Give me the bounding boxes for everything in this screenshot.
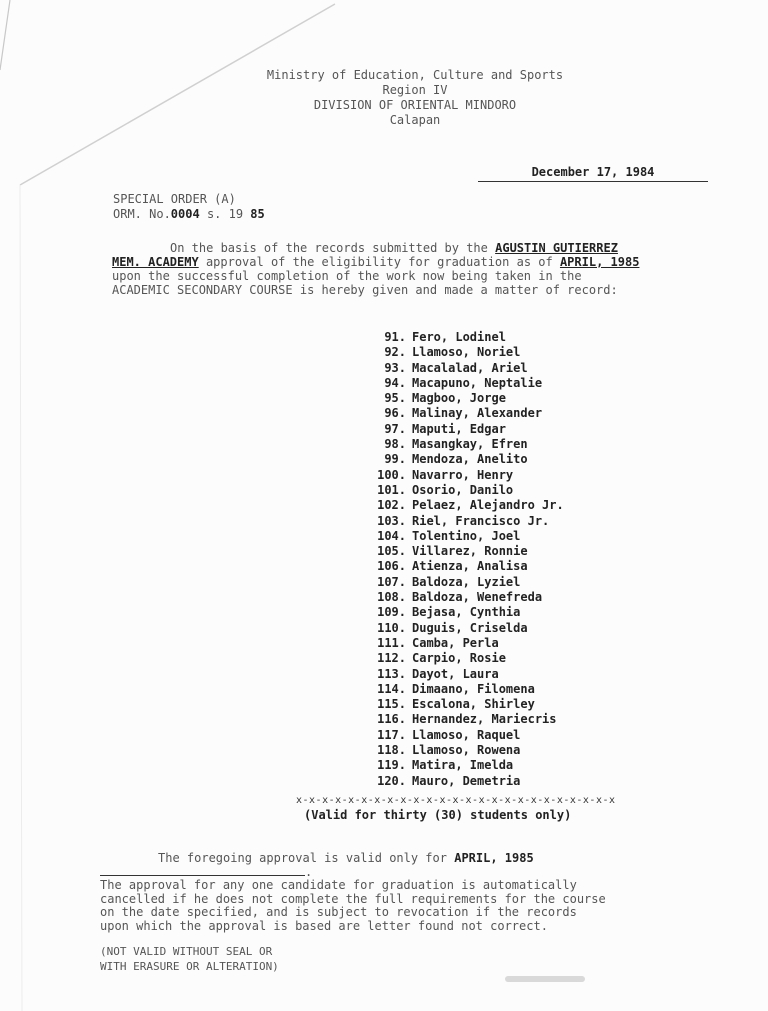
student-row [362, 621, 564, 636]
student-number: 103. [377, 513, 406, 528]
student-number: 117. [377, 727, 406, 742]
student-number: 98. [384, 437, 406, 452]
student-row [362, 728, 564, 743]
student-row [362, 345, 564, 360]
student-name: Tolentino, Joel [412, 528, 521, 543]
student-name: Maputi, Edgar [412, 421, 506, 436]
valid-count-note: (Valid for thirty (30) students only) [304, 808, 572, 822]
series-prefix: s. 19 [206, 207, 244, 221]
student-row [362, 544, 564, 559]
seal-note [100, 944, 279, 974]
student-number: 97. [384, 421, 406, 436]
letterhead [180, 68, 650, 128]
student-name: Baldoza, Wenefreda [412, 590, 543, 605]
series-year: 85 [250, 207, 265, 221]
student-row [362, 514, 564, 529]
student-row [362, 758, 564, 773]
student-name: Bejasa, Cynthia [412, 605, 521, 620]
student-name: Villarez, Ronnie [412, 544, 528, 559]
student-row [362, 361, 564, 376]
student-row [362, 667, 564, 682]
student-number: 92. [384, 345, 406, 360]
order-prefix: ORM. No. [113, 207, 171, 221]
school-name-2: MEM. ACADEMY [112, 255, 199, 269]
student-row [362, 376, 564, 391]
closing-line4: on the date specified, and is subject to revocation if the records [100, 905, 577, 919]
closing-paragraph: The foregoing approval is valid only for APRIL, 1985. The approval for any one candidate for graduation is automatically cancelled if he does not complete the full requirements for the course on the date specified, and is subject to revocation if the records upon which the approval is based are letter found not correct. [100, 852, 700, 933]
student-row [362, 636, 564, 651]
school-name-1: AGUSTIN GUTIERREZ [495, 241, 618, 255]
student-name: Llamoso, Noriel [412, 345, 521, 360]
document-date: December 17, 1984 [478, 165, 708, 182]
student-number: 116. [377, 712, 406, 727]
faded-signature-mark [505, 976, 585, 982]
student-name: Hernandez, Mariecris [412, 712, 557, 727]
student-number: 108. [377, 590, 406, 605]
student-name: Navarro, Henry [412, 467, 514, 482]
student-row [362, 697, 564, 712]
student-number: 110. [377, 620, 406, 635]
valid-until-date: APRIL, 1985 [454, 851, 534, 865]
student-name: Osorio, Danilo [412, 482, 514, 497]
student-row [362, 651, 564, 666]
student-number: 113. [377, 666, 406, 681]
student-number: 102. [377, 498, 406, 513]
student-number: 107. [377, 574, 406, 589]
student-number: 104. [377, 528, 406, 543]
closing-line5: upon which the approval is based are letter found not correct. [100, 918, 548, 933]
student-number: 118. [377, 743, 406, 758]
special-order-block [113, 192, 265, 222]
student-number: 111. [377, 635, 406, 650]
student-number: 93. [384, 360, 406, 375]
student-name: Camba, Perla [412, 635, 499, 650]
student-name: Baldoza, Lyziel [412, 574, 521, 589]
student-number: 119. [377, 758, 406, 773]
seal-note-line1: (NOT VALID WITHOUT SEAL OR [100, 945, 273, 958]
student-number: 114. [377, 681, 406, 696]
student-number: 101. [377, 482, 406, 497]
student-row [362, 712, 564, 727]
student-name: Pelaez, Alejandro Jr. [412, 498, 564, 513]
intro-part4: ACADEMIC SECONDARY COURSE is hereby given and made a matter of record: [112, 283, 618, 297]
student-name: Macalalad, Ariel [412, 360, 528, 375]
student-name: Magboo, Jorge [412, 391, 506, 406]
city: Calapan [389, 113, 441, 127]
student-row [362, 468, 564, 483]
student-row [362, 422, 564, 437]
student-row [362, 774, 564, 789]
separator-line: x-x-x-x-x-x-x-x-x-x-x-x-x-x-x-x-x-x-x-x-x-x-x-x-x [296, 795, 616, 806]
intro-part2: approval of the eligibility for graduation as of [205, 255, 553, 269]
student-number: 100. [377, 467, 406, 482]
student-row [362, 437, 564, 452]
student-row [362, 559, 564, 574]
student-name: Dimaano, Filomena [412, 681, 535, 696]
student-row [362, 498, 564, 513]
student-name: Matira, Imelda [412, 758, 514, 773]
student-name: Escalona, Shirley [412, 697, 535, 712]
special-order-number-line [113, 207, 265, 222]
student-number: 106. [377, 559, 406, 574]
student-number: 112. [377, 651, 406, 666]
student-row [362, 452, 564, 467]
student-row [362, 743, 564, 758]
student-row [362, 605, 564, 620]
student-number: 120. [377, 773, 406, 788]
student-number: 99. [384, 452, 406, 467]
student-number: 105. [377, 544, 406, 559]
student-list [362, 330, 564, 789]
student-name: Atienza, Analisa [412, 559, 528, 574]
student-number: 91. [384, 330, 406, 344]
student-name: Riel, Francisco Jr. [412, 513, 550, 528]
order-number: 0004 [170, 207, 200, 221]
ministry-name: Ministry of Education, Culture and Sports [266, 68, 564, 82]
closing-line3: cancelled if he does not complete the full requirements for the course [100, 891, 606, 906]
student-row [362, 483, 564, 498]
student-row [362, 406, 564, 421]
intro-part3: upon the successful completion of the work now being taken in the [112, 269, 582, 283]
student-name: Duguis, Criselda [412, 620, 528, 635]
division-name: DIVISION OF ORIENTAL MINDORO [313, 98, 517, 112]
student-name: Dayot, Laura [412, 666, 499, 681]
student-name: Llamoso, Raquel [412, 727, 521, 742]
student-name: Masangkay, Efren [412, 437, 528, 452]
student-name: Mauro, Demetria [412, 773, 521, 788]
student-row [362, 575, 564, 590]
student-name: Carpio, Rosie [412, 651, 506, 666]
closing-line2: The approval for any one candidate for graduation is automatically [100, 878, 577, 892]
student-number: 115. [377, 697, 406, 712]
student-name: Llamoso, Rowena [412, 743, 521, 758]
student-name: Mendoza, Anelito [412, 452, 528, 467]
student-name: Malinay, Alexander [412, 406, 543, 421]
student-row [362, 682, 564, 697]
as-of-date: APRIL, 1985 [559, 255, 640, 269]
closing-part1: The foregoing approval is valid only for [158, 851, 447, 865]
seal-note-line2: WITH ERASURE OR ALTERATION) [100, 960, 279, 973]
student-number: 94. [384, 375, 406, 390]
intro-paragraph [112, 241, 712, 297]
intro-part1: On the basis of the records submitted by the [170, 241, 488, 255]
student-row [362, 330, 564, 345]
student-name: Fero, Lodinel [412, 330, 506, 344]
student-row [362, 529, 564, 544]
special-order-title: SPECIAL ORDER (A) [113, 192, 236, 206]
region: Region IV [382, 83, 448, 97]
student-number: 95. [384, 391, 406, 406]
student-row [362, 391, 564, 406]
student-number: 109. [377, 605, 406, 620]
student-number: 96. [384, 406, 406, 421]
student-name: Macapuno, Neptalie [412, 375, 543, 390]
student-row [362, 590, 564, 605]
